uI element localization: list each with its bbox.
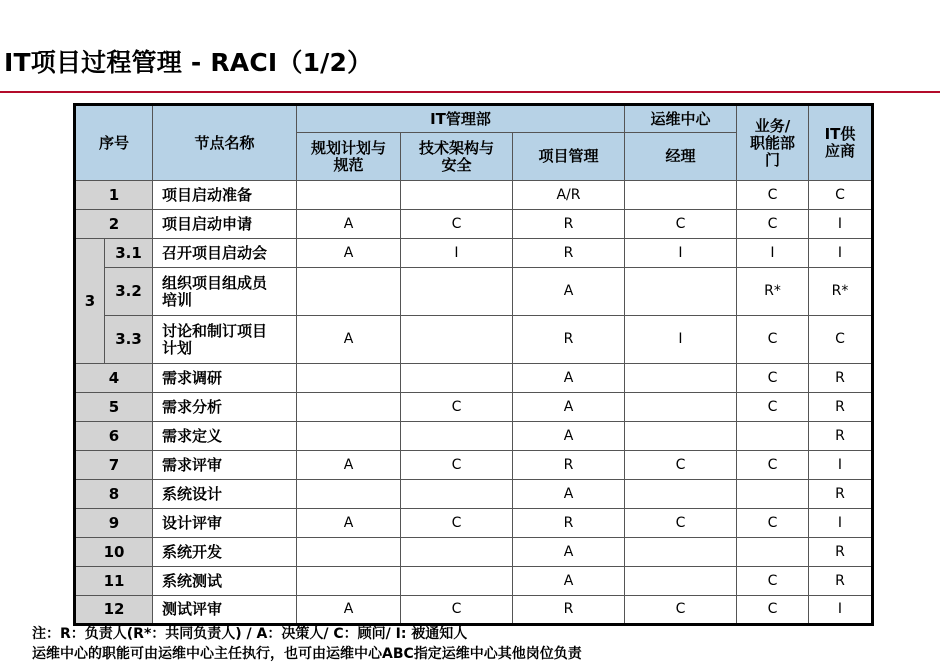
raci-cell-manager bbox=[625, 393, 737, 422]
table-row bbox=[75, 268, 873, 316]
table-row bbox=[75, 364, 873, 393]
seq-cell: 11 bbox=[75, 567, 153, 596]
raci-cell-arch: C bbox=[401, 451, 513, 480]
header-it-dept: IT管理部 bbox=[297, 105, 625, 133]
seq-cell: 3.2 bbox=[105, 268, 153, 316]
raci-cell-plan: A bbox=[297, 316, 401, 364]
seq-cell: 5 bbox=[75, 393, 153, 422]
raci-cell-manager: I bbox=[625, 316, 737, 364]
node-name-cell: 需求分析 bbox=[153, 393, 297, 422]
table-row bbox=[75, 596, 873, 625]
node-name-cell: 讨论和制订项目 计划 bbox=[153, 316, 297, 364]
raci-cell-arch bbox=[401, 422, 513, 451]
raci-cell-arch: C bbox=[401, 596, 513, 625]
raci-cell-pm: A bbox=[513, 422, 625, 451]
notes bbox=[32, 624, 582, 664]
raci-cell-arch bbox=[401, 567, 513, 596]
raci-cell-business: C bbox=[737, 316, 809, 364]
raci-cell-business: C bbox=[737, 509, 809, 538]
raci-cell-business: C bbox=[737, 210, 809, 239]
seq-cell: 4 bbox=[75, 364, 153, 393]
raci-cell-manager bbox=[625, 567, 737, 596]
seq-cell: 12 bbox=[75, 596, 153, 625]
node-name-cell: 系统开发 bbox=[153, 538, 297, 567]
raci-cell-vendor: R bbox=[809, 422, 873, 451]
raci-cell-pm: R bbox=[513, 239, 625, 268]
raci-cell-manager bbox=[625, 422, 737, 451]
raci-cell-plan bbox=[297, 393, 401, 422]
raci-cell-manager bbox=[625, 480, 737, 509]
raci-cell-vendor: C bbox=[809, 181, 873, 210]
raci-cell-pm: A/R bbox=[513, 181, 625, 210]
raci-cell-business bbox=[737, 480, 809, 509]
raci-cell-arch bbox=[401, 181, 513, 210]
note-legend: 注：R：负责人(R*：共同负责人) / A：决策人/ C：顾问/ I: 被通知人 bbox=[32, 626, 468, 642]
raci-cell-arch bbox=[401, 538, 513, 567]
raci-cell-plan: A bbox=[297, 210, 401, 239]
table-row bbox=[75, 451, 873, 480]
raci-cell-manager: C bbox=[625, 451, 737, 480]
raci-cell-pm: R bbox=[513, 451, 625, 480]
raci-cell-vendor: R bbox=[809, 567, 873, 596]
raci-cell-business: C bbox=[737, 451, 809, 480]
header-manager: 经理 bbox=[625, 133, 737, 181]
raci-cell-business bbox=[737, 422, 809, 451]
raci-cell-pm: A bbox=[513, 364, 625, 393]
raci-cell-pm: A bbox=[513, 480, 625, 509]
raci-cell-pm: A bbox=[513, 393, 625, 422]
raci-cell-plan bbox=[297, 422, 401, 451]
raci-cell-arch bbox=[401, 364, 513, 393]
raci-cell-vendor: I bbox=[809, 239, 873, 268]
raci-cell-pm: R bbox=[513, 596, 625, 625]
raci-cell-manager: C bbox=[625, 210, 737, 239]
raci-cell-manager: C bbox=[625, 509, 737, 538]
node-name-cell: 系统测试 bbox=[153, 567, 297, 596]
table-row bbox=[75, 239, 873, 268]
seq-cell: 6 bbox=[75, 422, 153, 451]
raci-cell-manager bbox=[625, 538, 737, 567]
raci-cell-arch: I bbox=[401, 239, 513, 268]
raci-cell-arch: C bbox=[401, 210, 513, 239]
table-row bbox=[75, 480, 873, 509]
seq-cell: 3.1 bbox=[105, 239, 153, 268]
raci-cell-plan bbox=[297, 364, 401, 393]
raci-cell-business: C bbox=[737, 393, 809, 422]
raci-cell-manager: C bbox=[625, 596, 737, 625]
raci-cell-vendor: R* bbox=[809, 268, 873, 316]
raci-cell-vendor: R bbox=[809, 480, 873, 509]
raci-cell-vendor: I bbox=[809, 210, 873, 239]
title-divider bbox=[0, 91, 940, 93]
table-row bbox=[75, 567, 873, 596]
node-name-cell: 项目启动申请 bbox=[153, 210, 297, 239]
raci-cell-business: R* bbox=[737, 268, 809, 316]
page-title: IT项目过程管理 - RACI（1/2） bbox=[4, 48, 373, 77]
raci-cell-pm: A bbox=[513, 268, 625, 316]
raci-cell-business bbox=[737, 538, 809, 567]
raci-cell-plan bbox=[297, 268, 401, 316]
raci-cell-arch: C bbox=[401, 393, 513, 422]
seq-cell: 3.3 bbox=[105, 316, 153, 364]
table-row bbox=[75, 509, 873, 538]
raci-cell-pm: A bbox=[513, 567, 625, 596]
table-row bbox=[75, 422, 873, 451]
header-ops-center: 运维中心 bbox=[625, 105, 737, 133]
raci-cell-pm: A bbox=[513, 538, 625, 567]
raci-cell-pm: R bbox=[513, 210, 625, 239]
raci-cell-vendor: I bbox=[809, 451, 873, 480]
raci-cell-business: C bbox=[737, 567, 809, 596]
note-ops: 运维中心的职能可由运维中心主任执行，也可由运维中心ABC指定运维中心其他岗位负责 bbox=[32, 646, 582, 662]
raci-cell-business: C bbox=[737, 181, 809, 210]
raci-cell-vendor: R bbox=[809, 364, 873, 393]
raci-cell-pm: R bbox=[513, 509, 625, 538]
node-name-cell: 组织项目组成员 培训 bbox=[153, 268, 297, 316]
header-arch: 技术架构与 安全 bbox=[401, 133, 513, 181]
raci-cell-arch bbox=[401, 268, 513, 316]
table-row bbox=[75, 210, 873, 239]
seq-cell: 1 bbox=[75, 181, 153, 210]
raci-cell-arch bbox=[401, 316, 513, 364]
group-seq-cell: 3 bbox=[75, 239, 105, 364]
raci-cell-plan: A bbox=[297, 451, 401, 480]
header-vendor: IT供 应商 bbox=[809, 105, 873, 181]
raci-cell-plan: A bbox=[297, 239, 401, 268]
raci-cell-vendor: I bbox=[809, 596, 873, 625]
raci-cell-vendor: C bbox=[809, 316, 873, 364]
node-name-cell: 项目启动准备 bbox=[153, 181, 297, 210]
raci-cell-vendor: R bbox=[809, 538, 873, 567]
raci-cell-manager bbox=[625, 181, 737, 210]
raci-cell-manager bbox=[625, 364, 737, 393]
raci-cell-plan: A bbox=[297, 509, 401, 538]
node-name-cell: 需求调研 bbox=[153, 364, 297, 393]
raci-cell-pm: R bbox=[513, 316, 625, 364]
node-name-cell: 召开项目启动会 bbox=[153, 239, 297, 268]
header-pm: 项目管理 bbox=[513, 133, 625, 181]
seq-cell: 9 bbox=[75, 509, 153, 538]
raci-cell-plan bbox=[297, 567, 401, 596]
node-name-cell: 设计评审 bbox=[153, 509, 297, 538]
table-row bbox=[75, 316, 873, 364]
raci-cell-vendor: R bbox=[809, 393, 873, 422]
seq-cell: 10 bbox=[75, 538, 153, 567]
table-row bbox=[75, 538, 873, 567]
raci-table bbox=[73, 103, 874, 626]
header-plan: 规划计划与 规范 bbox=[297, 133, 401, 181]
raci-cell-manager: I bbox=[625, 239, 737, 268]
header-business: 业务/ 职能部 门 bbox=[737, 105, 809, 181]
raci-cell-plan bbox=[297, 181, 401, 210]
seq-cell: 2 bbox=[75, 210, 153, 239]
raci-body bbox=[75, 181, 873, 625]
node-name-cell: 需求评审 bbox=[153, 451, 297, 480]
seq-cell: 8 bbox=[75, 480, 153, 509]
raci-cell-business: I bbox=[737, 239, 809, 268]
raci-cell-arch: C bbox=[401, 509, 513, 538]
seq-cell: 7 bbox=[75, 451, 153, 480]
raci-cell-vendor: I bbox=[809, 509, 873, 538]
table-row bbox=[75, 393, 873, 422]
raci-cell-plan bbox=[297, 480, 401, 509]
header-seq: 序号 bbox=[75, 105, 153, 181]
raci-cell-arch bbox=[401, 480, 513, 509]
header-name: 节点名称 bbox=[153, 105, 297, 181]
raci-cell-business: C bbox=[737, 364, 809, 393]
raci-cell-manager bbox=[625, 268, 737, 316]
node-name-cell: 测试评审 bbox=[153, 596, 297, 625]
node-name-cell: 需求定义 bbox=[153, 422, 297, 451]
node-name-cell: 系统设计 bbox=[153, 480, 297, 509]
raci-cell-plan bbox=[297, 538, 401, 567]
table-row bbox=[75, 181, 873, 210]
raci-cell-plan: A bbox=[297, 596, 401, 625]
raci-cell-business: C bbox=[737, 596, 809, 625]
